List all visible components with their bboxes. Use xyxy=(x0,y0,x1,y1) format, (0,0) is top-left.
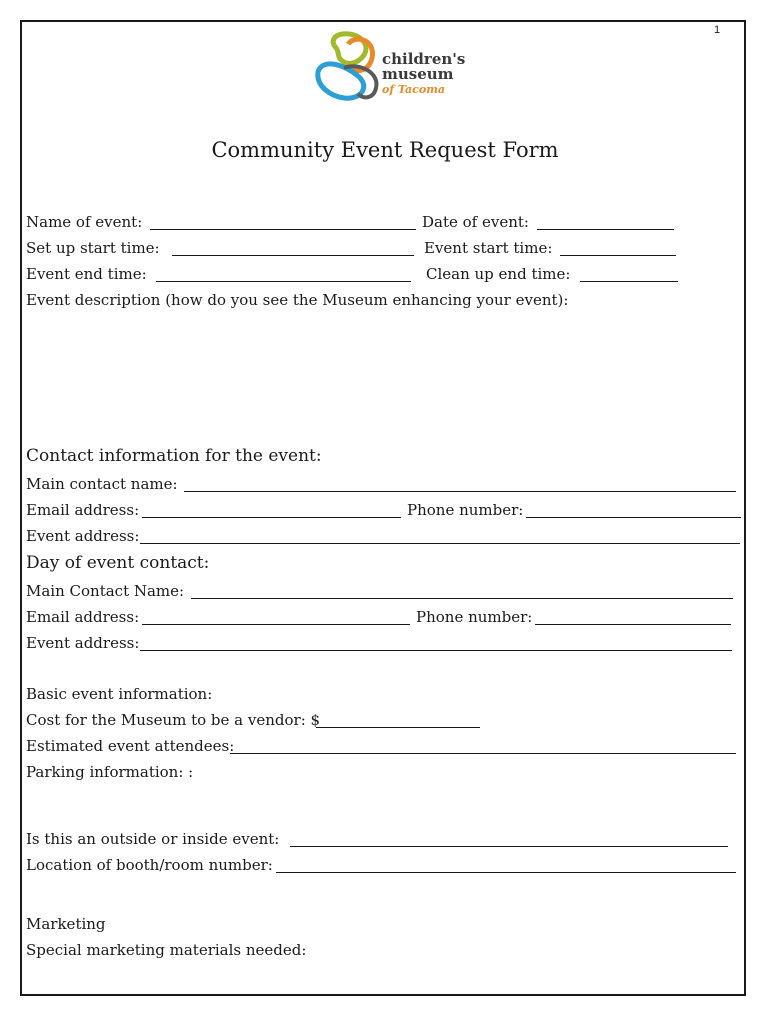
main-contact-field[interactable] xyxy=(184,491,736,492)
logo-line-3: of Tacoma xyxy=(382,83,445,96)
cleanup-time-field[interactable] xyxy=(580,281,678,282)
cleanup-time-label: Clean up end time: xyxy=(426,265,571,283)
contact-phone-field[interactable] xyxy=(526,517,741,518)
description-label: Event description (how do you see the Museum enhancing your event): xyxy=(26,291,569,309)
contact-email-label: Email address: xyxy=(26,501,140,519)
end-time-field[interactable] xyxy=(156,281,411,282)
logo-wordmark xyxy=(382,52,465,97)
parking-label: Parking information: : xyxy=(26,763,194,781)
day-main-contact-label: Main Contact Name: xyxy=(26,582,185,600)
start-time-field[interactable] xyxy=(560,255,676,256)
day-main-contact-field[interactable] xyxy=(191,598,733,599)
outside-inside-field[interactable] xyxy=(290,846,728,847)
main-contact-label: Main contact name: xyxy=(26,475,178,493)
marketing-heading-text: Marketing xyxy=(26,915,106,933)
location-label: Location of booth/room number: xyxy=(26,856,273,874)
event-name-field[interactable] xyxy=(150,229,416,230)
attendees-label: Estimated event attendees: xyxy=(26,737,235,755)
logo-line-1: children's xyxy=(382,50,466,68)
attendees-field[interactable] xyxy=(230,753,736,754)
outside-inside-label: Is this an outside or inside event: xyxy=(26,830,280,848)
day-address-field[interactable] xyxy=(140,650,732,651)
cost-field[interactable] xyxy=(316,727,480,728)
contact-phone-label: Phone number: xyxy=(407,501,524,519)
contact-email-field[interactable] xyxy=(142,517,401,518)
description-area[interactable] xyxy=(26,314,738,434)
basic-heading-text: Basic event information: xyxy=(26,685,213,703)
logo-line-2: museum xyxy=(382,65,454,83)
form-title: Community Event Request Form xyxy=(211,138,559,162)
parking-area[interactable] xyxy=(26,786,738,822)
day-phone-field[interactable] xyxy=(535,624,731,625)
setup-time-field[interactable] xyxy=(172,255,414,256)
marketing-materials-area[interactable] xyxy=(26,962,738,990)
page-number: 1 xyxy=(714,24,721,36)
setup-time-label: Set up start time: xyxy=(26,239,160,257)
start-time-label: Event start time: xyxy=(424,239,553,257)
day-email-field[interactable] xyxy=(142,624,410,625)
contact-address-label: Event address: xyxy=(26,527,140,545)
marketing-materials-label: Special marketing materials needed: xyxy=(26,941,307,959)
event-date-field[interactable] xyxy=(537,229,674,230)
contact-address-field[interactable] xyxy=(140,543,740,544)
event-date-label: Date of event: xyxy=(422,213,529,231)
contact-heading-text: Contact information for the event: xyxy=(26,446,322,466)
location-field[interactable] xyxy=(276,872,736,873)
day-contact-heading-text: Day of event contact: xyxy=(26,553,210,573)
day-address-label: Event address: xyxy=(26,634,140,652)
cost-label: Cost for the Museum to be a vendor: $ xyxy=(26,711,321,729)
day-email-label: Email address: xyxy=(26,608,140,626)
end-time-label: Event end time: xyxy=(26,265,147,283)
event-name-label: Name of event: xyxy=(26,213,143,231)
day-phone-label: Phone number: xyxy=(416,608,533,626)
